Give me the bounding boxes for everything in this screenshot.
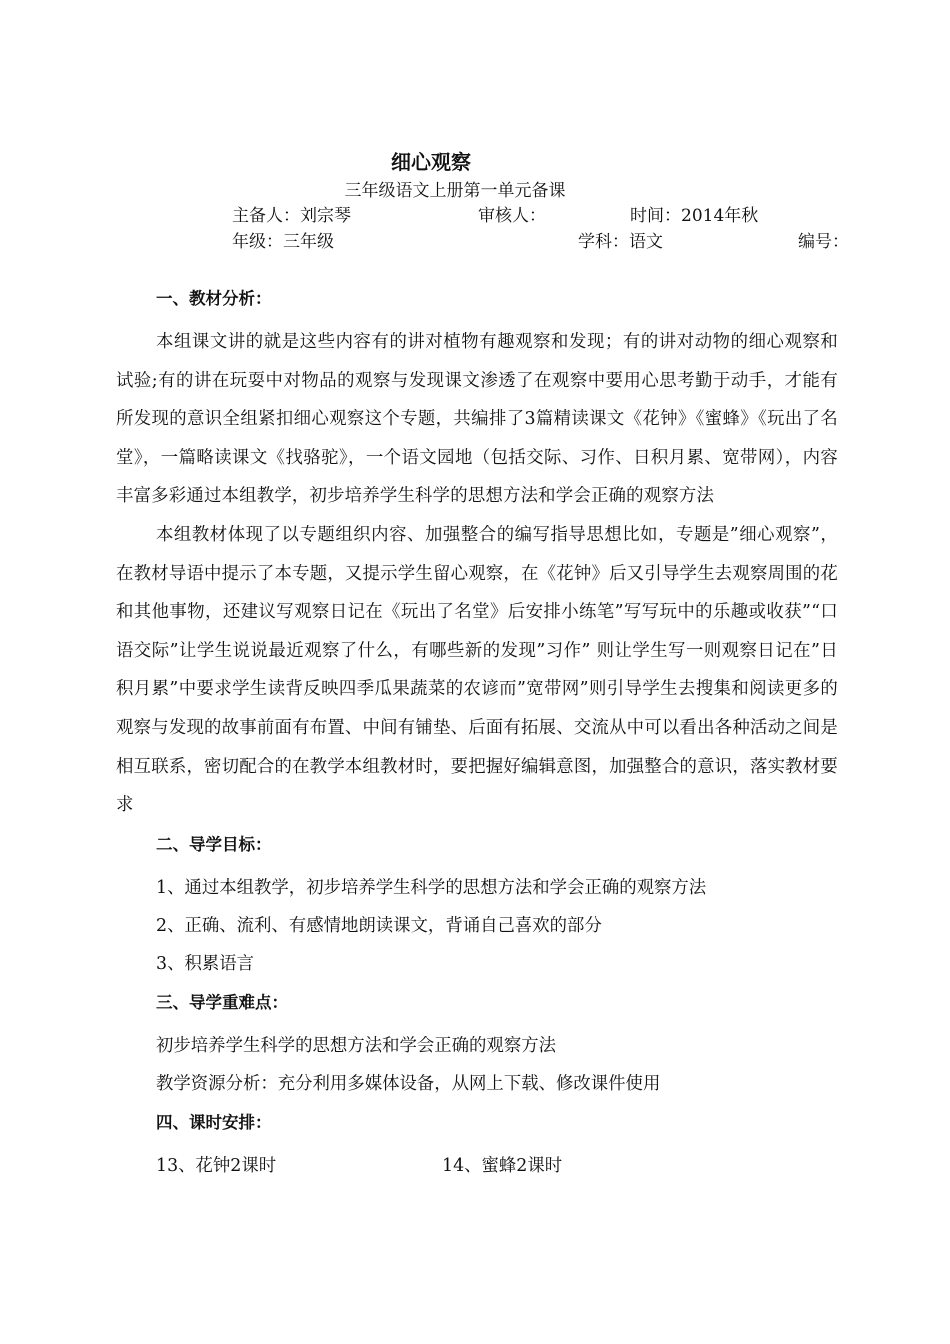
subject-field: 学科：语文 bbox=[578, 232, 663, 252]
document-subtitle: 三年级语文上册第一单元备课 bbox=[344, 181, 566, 201]
section-heading-material-analysis: 一、教材分析： bbox=[156, 289, 272, 308]
resource-analysis-text: 教学资源分析：充分利用多媒体设备，从网上下载、修改课件使用 bbox=[156, 1073, 661, 1094]
number-field: 编号： bbox=[798, 232, 849, 252]
preparer-field: 主备人：刘宗琴 bbox=[232, 206, 351, 226]
schedule-row bbox=[116, 1147, 838, 1185]
key-point-text: 初步培养学生科学的思想方法和学会正确的观察方法 bbox=[156, 1035, 556, 1056]
material-analysis-paragraph-1: 本组课文讲的就是这些内容有的讲对植物有趣观察和发现；有的讲对动物的细心观察和试验;有的讲在玩耍中对物品的观察与发现课文渗透了在观察中要用心思考勤于动手，才能有所发现的意识全组紧扣细心观察这个专题，共编排了3篇精读课文《花钟》《蜜蜂》《玩出了名堂》，一篇略读课文《找骆驼》，一个语文园地（包括交际、习作、日积月累、宽带网），内容丰富多彩通过本组教学，初步培养学生科学的思想方法和学会正确的观察方法 bbox=[116, 332, 838, 507]
schedule-item: 14、蜜蜂2课时 bbox=[442, 1155, 563, 1176]
document-title: 细心观察 bbox=[391, 150, 471, 174]
schedule-item: 13、花钟2课时 bbox=[156, 1155, 277, 1176]
material-analysis-paragraph-2: 本组教材体现了以专题组织内容、加强整合的编写指导思想比如，专题是”细心观察”，在教材导语中提示了本专题，又提示学生留心观察，在《花钟》后又引导学生去观察周围的花和其他事物，还建议写观察日记在《玩出了名堂》后安排小练笔”写写玩中的乐趣或收获”“口语交际”让学生说说最近观察了什么，有哪些新的发现”习作” 则让学生写一则观察日记在”日积月累”中要求学生读背反映四季瓜果蔬菜的农谚而”宽带网”则引导学生去搜集和阅读更多的观察与发现的故事前面有布置、中间有铺垫、后面有拓展、交流从中可以看出各种活动之间是相互联系，密切配合的在教学本组教材时，要把握好编辑意图，加强整合的意识，落实教材要求 bbox=[116, 524, 838, 816]
section-heading-learning-goals: 二、导学目标： bbox=[156, 834, 272, 854]
grade-field: 年级：三年级 bbox=[232, 232, 334, 252]
goal-item: 1、通过本组教学，初步培养学生科学的思想方法和学会正确的观察方法 bbox=[156, 877, 707, 898]
section-heading-schedule: 四、课时安排： bbox=[156, 1112, 272, 1132]
section-heading-key-points: 三、导学重难点： bbox=[156, 992, 288, 1012]
goal-item: 3、积累语言 bbox=[156, 953, 255, 974]
goal-item: 2、正确、流利、有感情地朗读课文，背诵自己喜欢的部分 bbox=[156, 915, 602, 936]
document-body bbox=[116, 287, 838, 1185]
time-field: 时间：2014年秋 bbox=[630, 206, 759, 226]
reviewer-field: 审核人： bbox=[478, 206, 546, 226]
